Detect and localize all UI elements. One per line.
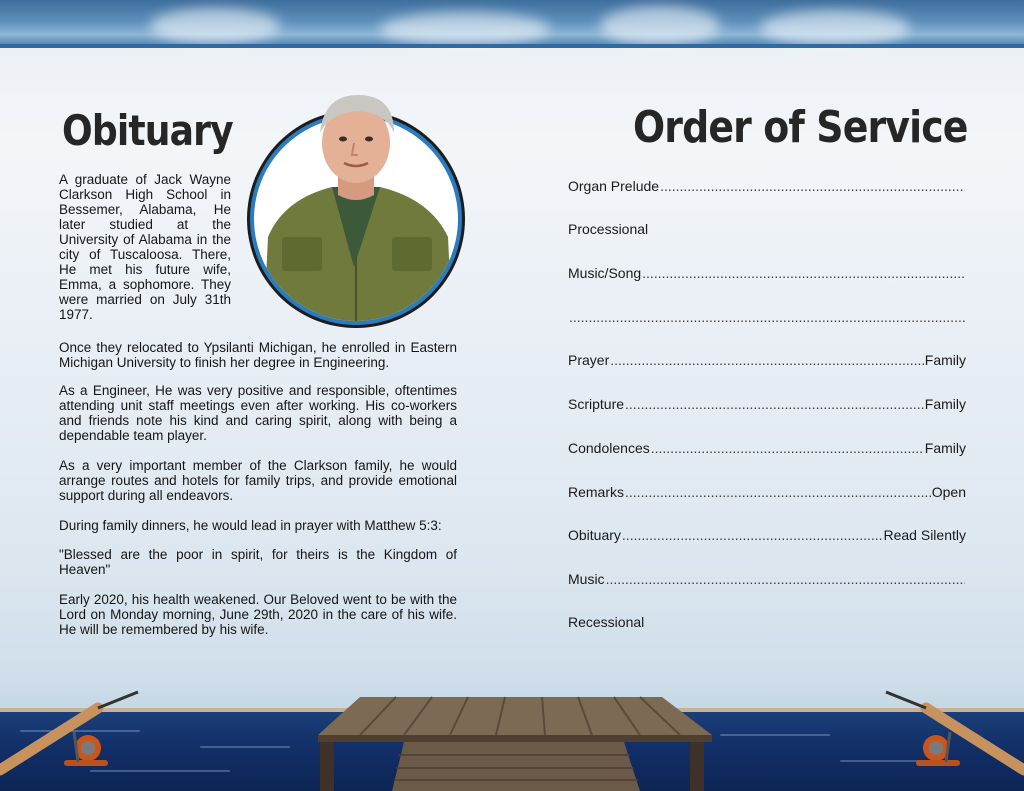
service-item-label: Organ Prelude <box>568 178 660 194</box>
obituary-paragraph-3: As a Engineer, He was very positive and responsible, oftentimes attending unit staff meetings even after working. His co-workers and friends note his kind and caring spirit, along with being a dependable team player. <box>59 383 457 443</box>
service-item-label: Music/Song <box>568 265 642 281</box>
service-item-label: Condolences <box>568 440 650 456</box>
fishing-rod-left-icon <box>0 692 138 770</box>
wooden-dock-icon <box>318 697 712 791</box>
obituary-scripture-quote: "Blessed are the poor in spirit, for theirs is the Kingdom of Heaven" <box>59 547 457 577</box>
service-item-label: Recessional <box>568 614 645 630</box>
service-item-label: Music <box>568 571 605 587</box>
service-item-performer: Read Silently <box>883 527 966 543</box>
obituary-paragraph-1: A graduate of Jack Wayne Clarkson High School in Bessemer, Alabama, He later studied at the University of Alabama in the city of Tuscaloosa. There, He met his future wife, Emma, a sophomore. They were married on July 31th 1977. <box>59 172 231 322</box>
service-item-label: Processional <box>568 221 649 237</box>
service-item-label: Remarks <box>568 484 625 500</box>
obituary-title: Obituary <box>62 106 233 155</box>
obituary-paragraph-4: As a very important member of the Clarkson family, he would arrange routes and hotels for family trips, and provide emotional support during all endeavors. <box>59 458 457 503</box>
obituary-paragraph-2: Once they relocated to Ypsilanti Michigan, he enrolled in Eastern Michigan University to finish her degree in Engineering. <box>59 340 457 370</box>
service-item-performer: Family <box>924 440 966 456</box>
service-item-label: Scripture <box>568 396 625 412</box>
service-item-performer: Family <box>924 352 966 368</box>
service-item-performer: Family <box>924 396 966 412</box>
obituary-paragraph-7: Early 2020, his health weakened. Our Beloved went to be with the Lord on Monday morning, June 29th, 2020 in the care of his wife. He will be remembered by his wife. <box>59 592 457 637</box>
service-item-label: Obituary <box>568 527 621 543</box>
service-item-label: Prayer <box>568 352 610 368</box>
service-item-performer: Open <box>931 484 966 500</box>
order-of-service-title: Order of Service <box>633 102 968 153</box>
obituary-paragraph-5: During family dinners, he would lead in prayer with Matthew 5:3: <box>59 518 442 533</box>
fishing-rod-right-icon <box>886 692 1024 770</box>
